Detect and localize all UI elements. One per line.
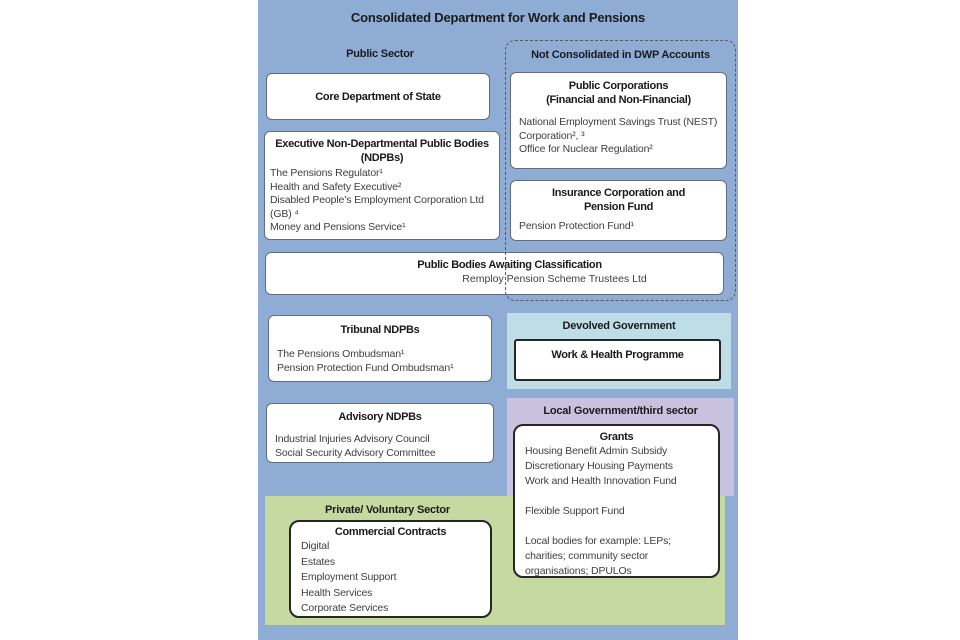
list-item: Pension Protection Fund Ombudsman¹ — [277, 362, 454, 374]
list-item: The Pensions Regulator¹ — [270, 167, 383, 179]
list-item: Estates — [301, 555, 335, 568]
list-item: Corporate Services — [301, 602, 389, 614]
list-item: Remploy Pension Scheme Trustees Ltd — [462, 273, 647, 285]
public-corporations-title-line1: Public Corporations — [568, 80, 669, 92]
list-item: Flexible Support Fund — [525, 505, 625, 517]
spacer — [525, 489, 708, 504]
advisory-ndpbs-title: Advisory NDPBs — [338, 411, 422, 423]
diagram-title: Consolidated Department for Work and Pensions — [350, 10, 646, 25]
public-corporations-box — [510, 72, 727, 169]
public-corporations-title-line2: (Financial and Non-Financial) — [546, 94, 691, 106]
commercial-contracts-title: Commercial Contracts — [334, 526, 447, 538]
list-item: Office for Nuclear Regulation² — [519, 143, 653, 155]
list-item: The Pensions Ombudsman¹ — [277, 348, 405, 360]
devolved-government-label: Devolved Government — [562, 320, 676, 332]
insurance-title-line1: Insurance Corporation and — [551, 187, 686, 199]
tribunal-ndpbs-box — [268, 315, 492, 382]
not-consolidated-label: Not Consolidated in DWP Accounts — [531, 49, 710, 61]
local-government-label: Local Government/third sector — [543, 405, 698, 417]
insurance-pension-fund-box — [510, 180, 727, 241]
spacer — [525, 519, 708, 534]
list-item: Social Security Advisory Committee — [275, 447, 436, 459]
list-item: Industrial Injuries Advisory Council — [275, 433, 430, 445]
list-item: Local bodies for example: LEPs; charities; community sector organisations; DPULOs — [525, 535, 671, 577]
work-health-programme-box — [514, 339, 721, 381]
list-item: Work and Health Innovation Fund — [525, 475, 677, 487]
list-item: Digital — [301, 540, 330, 552]
not-consolidated-container — [505, 40, 736, 301]
grants-title: Grants — [599, 431, 634, 443]
advisory-ndpbs-box — [266, 403, 494, 463]
list-item: Disabled People’s Employment Corporation Ltd (GB) ⁴ — [270, 194, 484, 220]
list-item: Employment Support — [301, 571, 397, 583]
list-item: Health and Safety Executive² — [270, 180, 402, 193]
insurance-title-line2: Pension Fund — [583, 201, 654, 213]
private-voluntary-label: Private/ Voluntary Sector — [324, 504, 450, 516]
list-item: National Employment Savings Trust (NEST) Corporation², ³ — [519, 116, 718, 142]
list-item: Health Services — [301, 586, 373, 599]
commercial-contracts-box — [289, 520, 492, 618]
list-item: Money and Pensions Service¹ — [270, 221, 406, 233]
awaiting-classification-title: Public Bodies Awaiting Classification — [417, 259, 602, 271]
grants-box — [513, 424, 720, 578]
executive-ndpbs-box — [264, 131, 500, 240]
tribunal-ndpbs-title: Tribunal NDPBs — [340, 324, 420, 336]
list-item: Housing Benefit Admin Subsidy — [525, 445, 668, 457]
devolved-government-section — [507, 313, 731, 389]
public-sector-label: Public Sector — [346, 48, 414, 60]
list-item: Pension Protection Fund¹ — [519, 220, 634, 232]
executive-ndpbs-title-line1: Executive Non-Departmental Public Bodies — [275, 138, 489, 150]
core-department-box — [266, 73, 490, 120]
work-health-programme-title: Work & Health Programme — [551, 349, 684, 361]
executive-ndpbs-title-line2: (NDPBs) — [360, 152, 404, 164]
core-department-title: Core Department of State — [315, 90, 441, 103]
list-item: Discretionary Housing Payments — [525, 460, 673, 472]
